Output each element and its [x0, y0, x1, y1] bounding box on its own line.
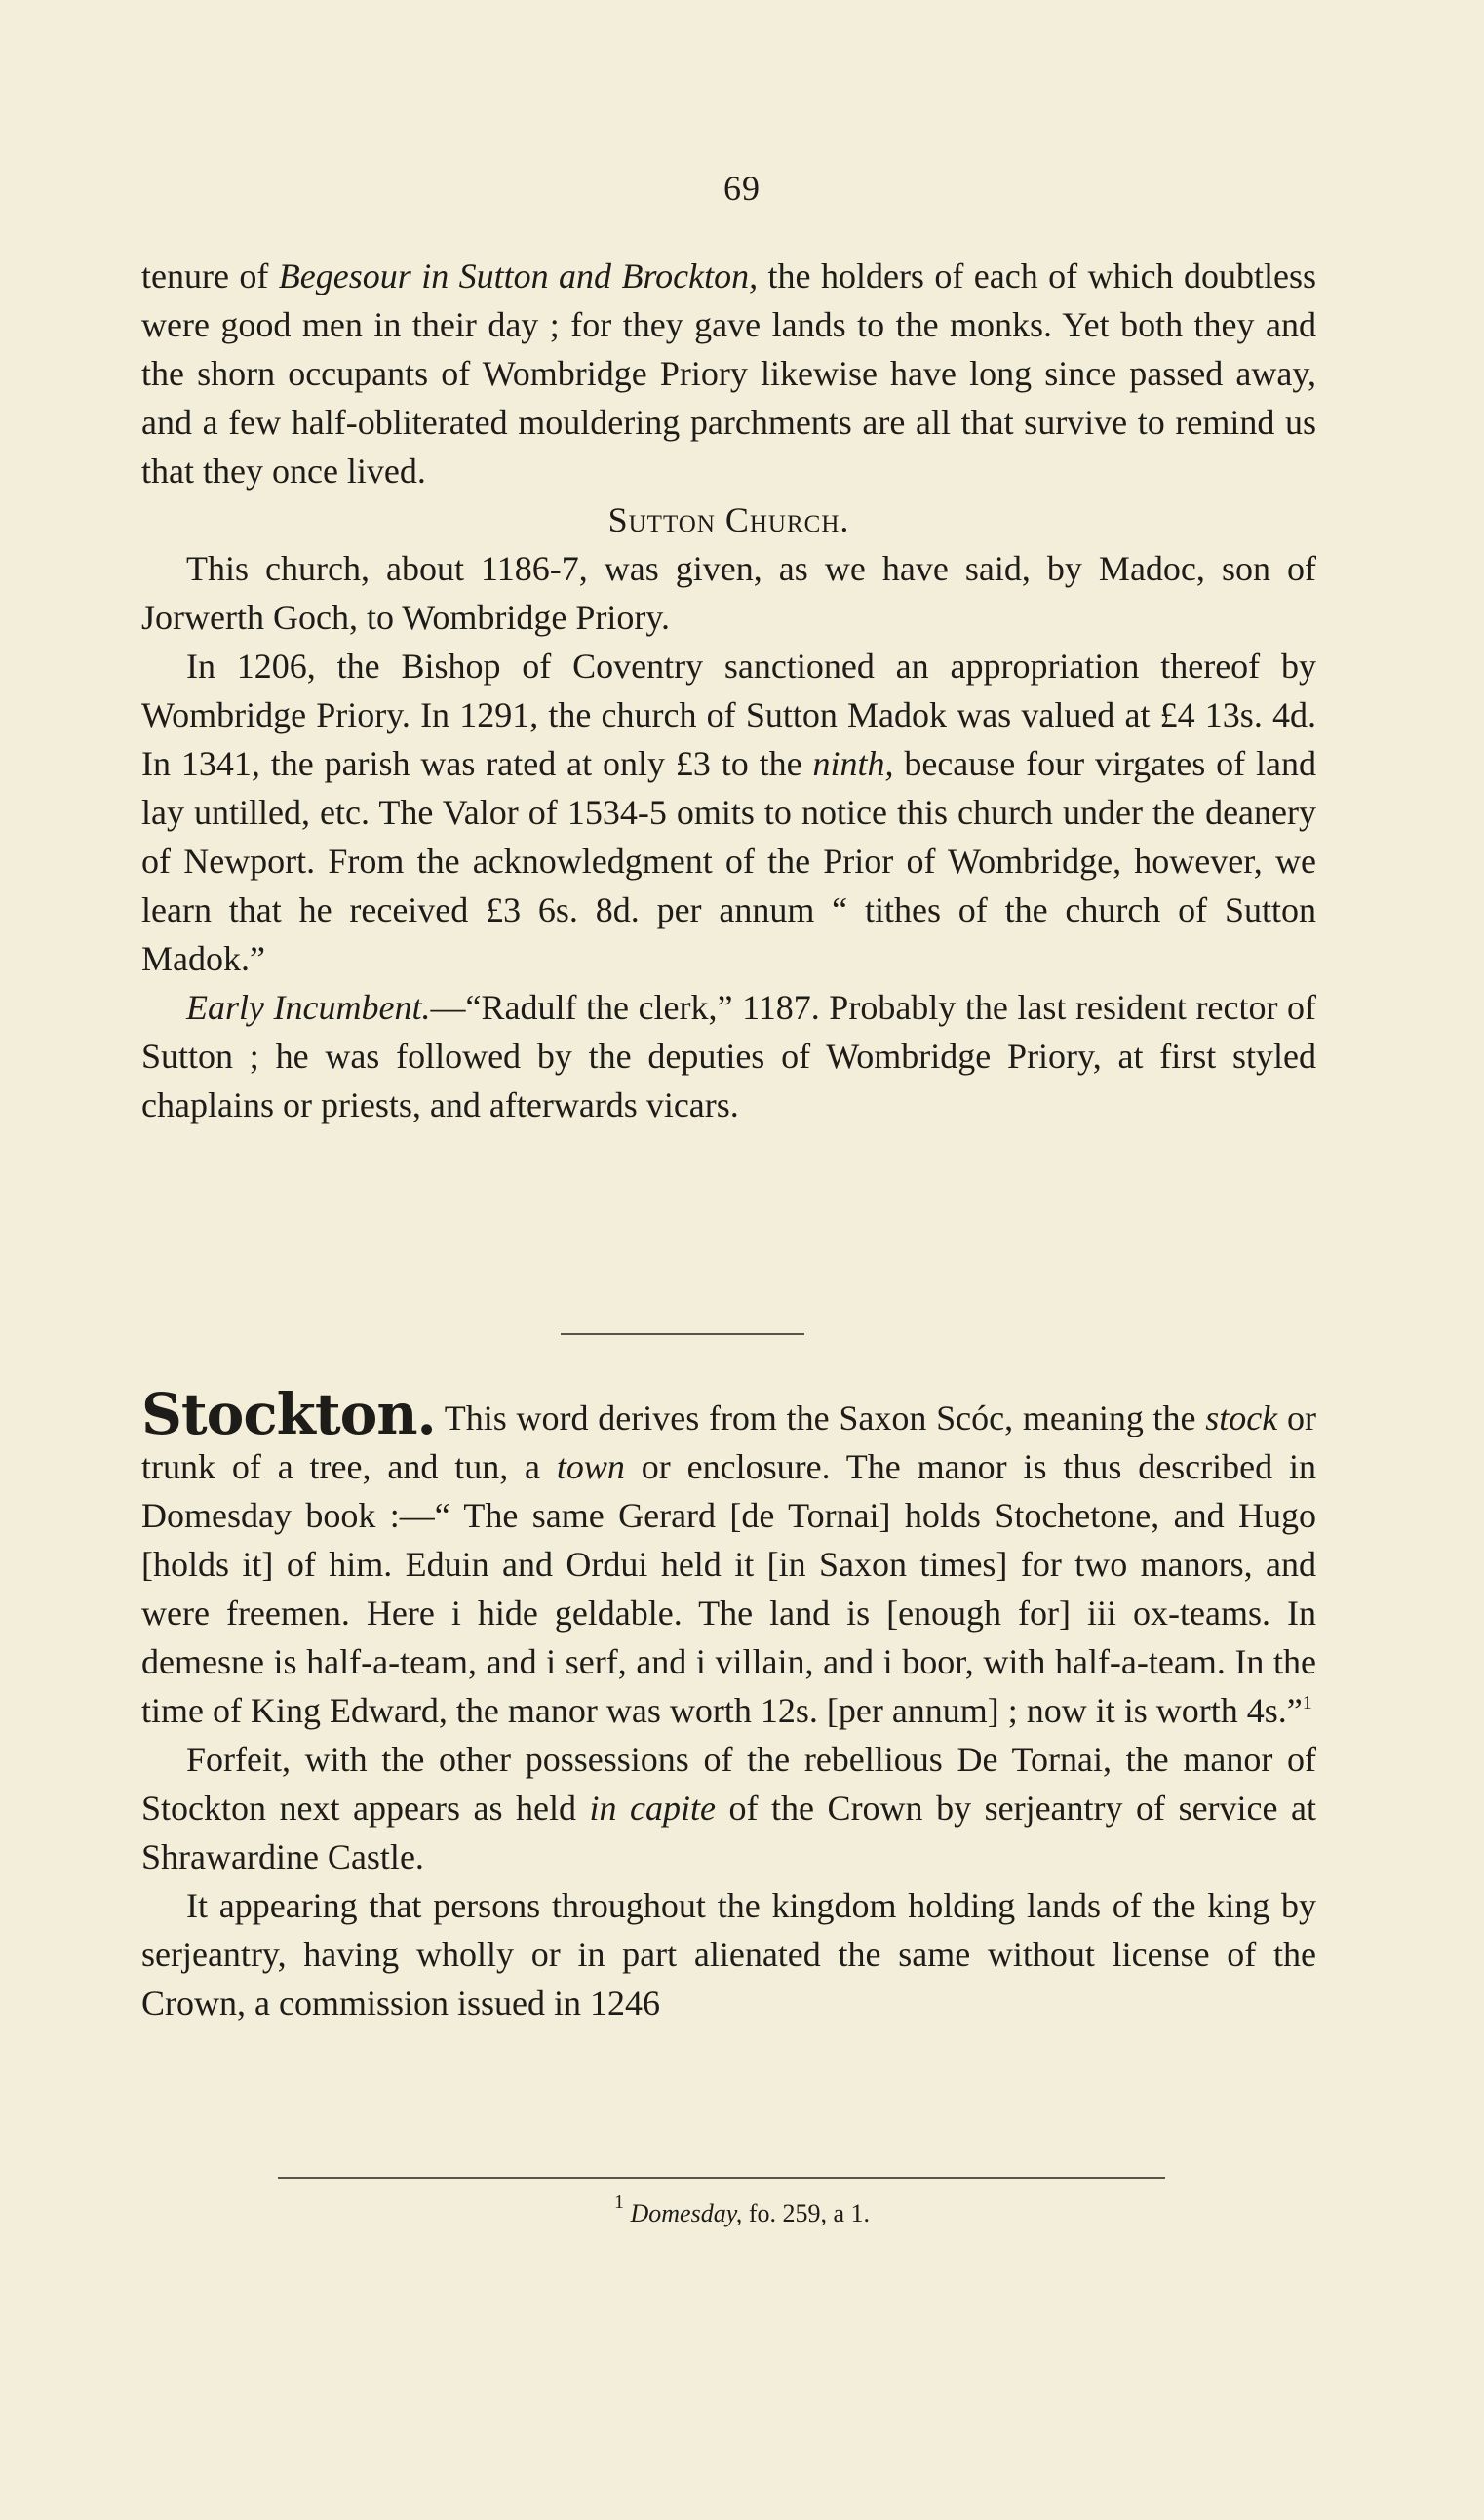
footnote-marker: 1	[613, 2191, 624, 2213]
footnote-rule	[278, 2177, 1165, 2179]
section-heading-sutton-church: Sutton Church.	[607, 500, 850, 539]
page-number: 69	[723, 169, 761, 208]
footnote	[0, 2191, 1484, 2231]
paragraph-appropriation: In 1206, the Bishop of Coventry sanctioned an appropriation thereof by Wombridge Priory. In 1291, the church of Sutton Madok was valued at £4 13s. 4d. In 1341, the parish was rated at only £3 to the ninth, because four virgates of land lay untilled, etc. The Valor of 1534-5 omits to notice this church under the deanery of Newport. From the acknowledgment of the Prior of Wombridge, however, we learn that he received £3 6s. 8d. per annum “ tithes of the church of Sutton Madok.”	[141, 647, 1316, 978]
footnote-folio: fo. 259, a 1.	[742, 2199, 871, 2227]
paragraph-stockton-origin: Stockton. This word derives from the Saxon Scóc, meaning the stock or trunk of a tree, and tun, a town or enclosure. The manor is thus described in Domesday book :—“ The same Gerard [de Tornai] holds Stochetone, and Hugo [holds it] of him. Eduin and Ordui held it [in Saxon times] for two manors, and were freemen. Here i hide geldable. The land is [enough for] iii ox-teams. In demesne is half-a-team, and i serf, and i villain, and i boor, with half-a-team. In the time of King Edward, the manor was worth 12s. [per annum] ; now it is worth 4s.”$^1$	[141, 1381, 1316, 1730]
stockton-section	[141, 1381, 1317, 2028]
paragraph-church-gift: This church, about 1186-7, was given, as we have said, by Madoc, son of Jorwerth Goch, to Wombridge Priory.	[141, 549, 1316, 637]
footnote-reference[interactable]: 1	[1302, 1692, 1312, 1713]
paragraph-forfeit: Forfeit, with the other possessions of the rebellious De Tornai, the manor of Stockton next appears as held in capite of the Crown by serjeantry of service at Shrawardine Castle.	[141, 1740, 1317, 1876]
paragraph-tenure: tenure of Begesour in Sutton and Brockton, the holders of each of which doubtless were good men in their day ; for they gave lands to the monks. Yet both they and the shorn occupants of Wombridge Priory likewise have long since passed away, and a few half-obliterated mouldering parchments are all that survive to remind us that they once lived.	[141, 256, 1316, 491]
footnote-source: Domesday,	[630, 2199, 743, 2227]
stockton-title: Stockton.	[141, 1381, 436, 1447]
section-divider	[561, 1333, 804, 1335]
paragraph-commission: It appearing that persons throughout the kingdom holding lands of the king by serjeantry, having wholly or in part alienated the same without license of the Crown, a commission issued in 1246	[141, 1886, 1316, 2023]
sutton-section	[141, 252, 1316, 1129]
paragraph-early-incumbent: Early Incumbent.—“Radulf the clerk,” 1187. Probably the last resident rector of Sutton ; he was followed by the deputies of Wombridge Priory, at first styled chaplains or priests, and afterwards vicars.	[141, 988, 1316, 1124]
